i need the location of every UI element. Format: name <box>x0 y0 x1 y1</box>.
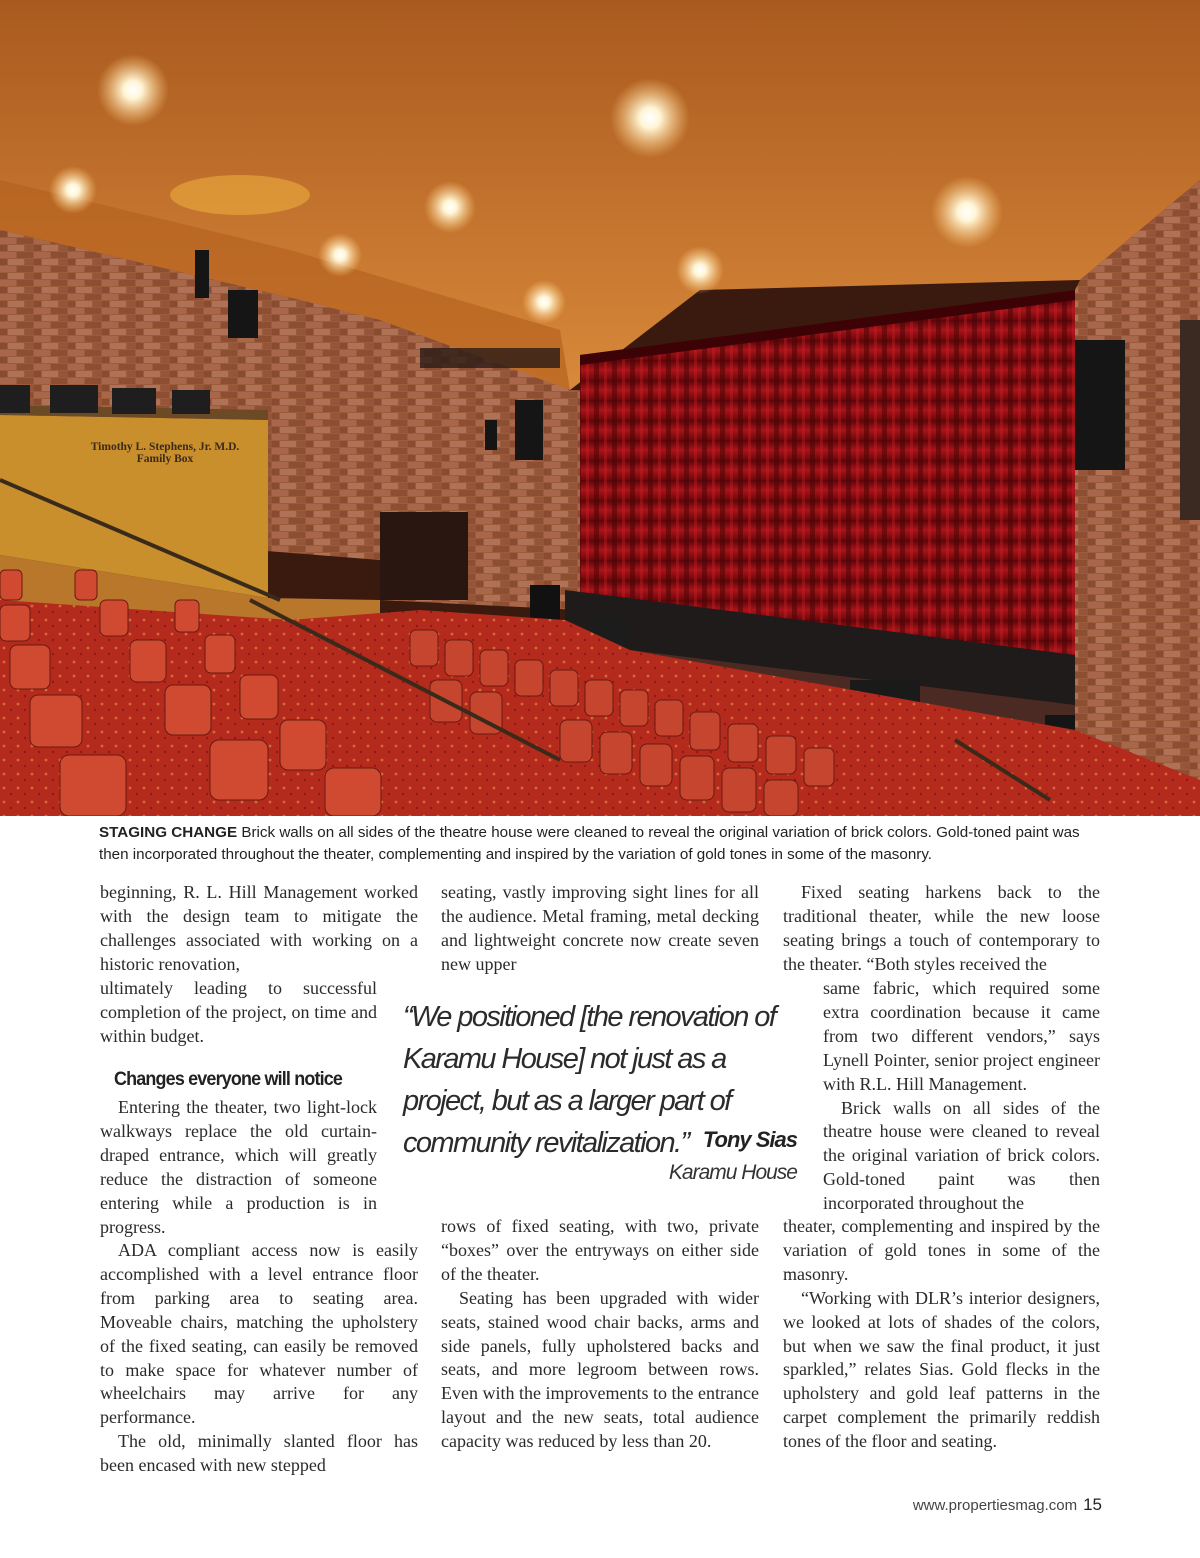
column3-top <box>783 881 1100 977</box>
col3-para1-top: Fixed seating harkens back to the traditional theater, while the new loose seating brings a touch of contemporary to the theater. “Both styles received the <box>783 882 1100 974</box>
pull-quote-org: Karamu House <box>668 1161 797 1184</box>
column1-top <box>100 881 418 977</box>
col1-para2: Entering the theater, two light-lock walkways replace the old curtain-draped entrance, which will greatly reduce the distraction of someone entering while a production is in progress. <box>100 1097 377 1237</box>
column2-top <box>441 881 759 977</box>
column3-bottom <box>783 1215 1100 1454</box>
col3-para3: “Working with DLR’s interior designers, we looked at lots of shades of the colors, but when we saw the final product, it just sparkled,” relates Sias. Gold flecks in the upholstery and gold leaf patterns in the carpet complement the primarily reddish tones of the floor and seating. <box>783 1287 1100 1452</box>
page-footer <box>913 1495 1102 1515</box>
caption-text: Brick walls on all sides of the theatre house were cleaned to reveal the original variation of brick colors. Gold-toned paint was then incorporated throughout the theater, complementing and inspired by the variation of gold tones in some of the masonry. <box>99 824 1080 863</box>
column3-narrow <box>823 977 1100 1216</box>
column2-bottom <box>441 1215 759 1454</box>
footer-url[interactable]: www.propertiesmag.com <box>912 1497 1078 1514</box>
col2-para1-bottom: rows of fixed seating, with two, private “boxes” over the entryways on either side of the theater. <box>441 1216 759 1284</box>
col2-para2: Seating has been upgraded with wider seats, stained wood chair backs, arms and side panels, fully upholstered backs and seats, and more legroom between rows. Even with the improvements to the entrance layout and the new seats, total audience capacity was reduced by less than 20. <box>441 1287 759 1452</box>
pull-quote-name: Tony Sias <box>702 1127 797 1152</box>
column1-section <box>100 1096 377 1239</box>
col1-para1-full: beginning, R. L. Hill Management worked with the design team to mitigate the challenges associated with working on a historic renovation, <box>100 882 418 974</box>
column1-bottom <box>100 1239 418 1478</box>
col3-para1-narrow: same fabric, which required some extra coordination because it came from two different vendors,” says Lynell Pointer, senior project engineer with R.L. Hill Management. <box>823 978 1100 1094</box>
col1-para4: The old, minimally slanted floor has been encased with new stepped <box>100 1431 418 1476</box>
column1-narrow <box>100 977 377 1049</box>
caption-heading: STAGING CHANGE <box>99 824 238 841</box>
section-subhead: Changes everyone will notice <box>114 1068 343 1090</box>
col1-para3: ADA compliant access now is easily accomplished with a level entrance floor from parking area to seating area. Moveable chairs, matching the upholstery of the fixed seating, can easily be removed to make space for whatever number of wheelchairs may arrive for any performance. <box>100 1240 418 1428</box>
photo-caption <box>99 822 1104 866</box>
col3-para2-rest: theater, complementing and inspired by the variation of gold tones in some of the masonry. <box>783 1216 1100 1284</box>
pull-quote: “We positioned [the renovation of Karamu House] not just as a project, but as a larger part of community revitalization.” <box>403 1001 776 1159</box>
family-box-sign-line2: Family Box <box>136 453 194 465</box>
family-box-sign-line1: Timothy L. Stephens, Jr. M.D. <box>90 441 240 453</box>
page-number: 15 <box>1083 1495 1102 1514</box>
col1-para1-narrow: ultimately leading to successful completion of the project, on time and within budget. <box>100 978 377 1046</box>
col2-para1-top: seating, vastly improving sight lines for all the audience. Metal framing, metal decking and lightweight concrete now create seven new upper <box>441 882 759 974</box>
col3-para2-narrow: Brick walls on all sides of the theatre house were cleaned to reveal the original variation of brick colors. Gold-toned paint was then incorporated throughout the <box>823 1097 1100 1214</box>
